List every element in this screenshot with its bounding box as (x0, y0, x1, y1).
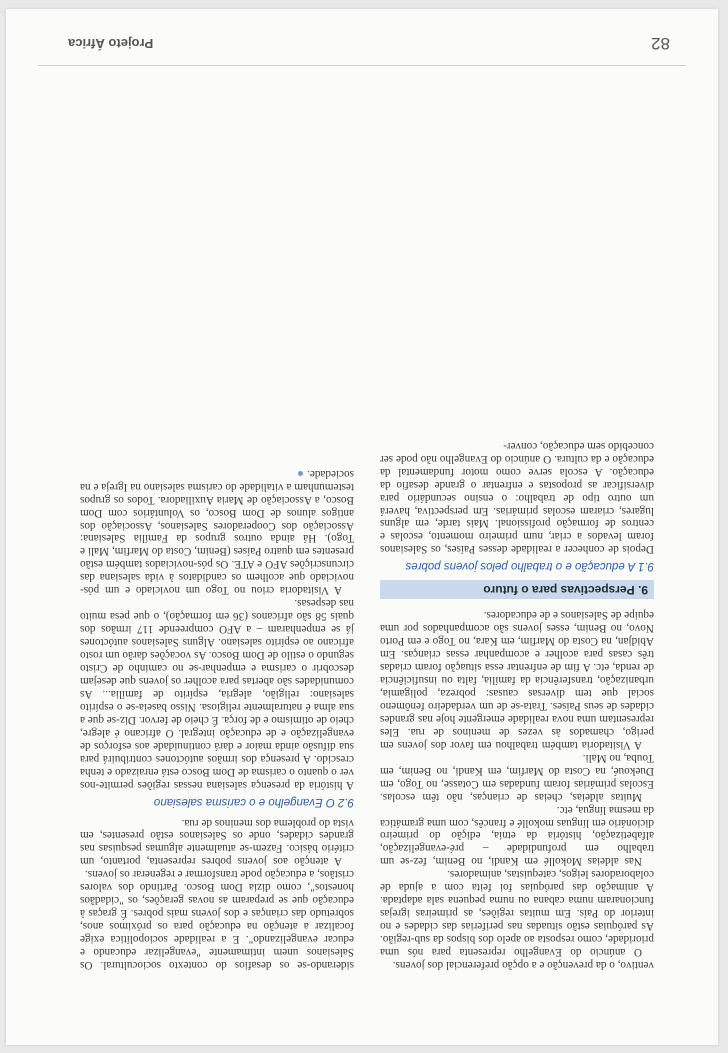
paragraph (80, 467, 354, 597)
paragraph: siderando-se os desafios do contexto sociocultural. Os Salesianos unem intimamente "evangelizar educando e educar evangelizando". E a realidade sociopolítica exige focalizar a atenção na educação para os próximos anos, sobretudo das crianças e dos jovens mais pobres. É graças à educação que se preparam as novas gerações, os "cidadãos honestos", como dizia Dom Bosco. Partindo dos valores cristãos, a educação pode transformar e regenerar os jovens. (80, 868, 354, 971)
running-footer-title: Projeto África (68, 36, 154, 51)
paragraph: A Visitadoria também trabalhou em favor dos jovens em perigo, chamados às vezes de meninos de rua. Eles representam uma nova realidade emergente hoje nas grandes cidades de seus Países. Trata-se de um verdadeiro fenômeno social que tem diversas causas: pobreza, poligamia, urbanização, transferência da família, falta ou insuficiência de renda, etc. A fim de enfrentar essa situação foram criadas três casas para acolher e acompanhar essas crianças. Em Abidjan, na Costa do Marfim, em Kara, no Togo e em Porto Novo, no Benim, esses jovens são acompanhados por uma equipe de Salesianos e de educadores. (380, 609, 654, 751)
footer-divider (38, 65, 686, 66)
paragraph: Muitas aldeias, cheias de crianças, não têm escolas. Escolas primárias foram fundadas em Cotasse, no Togo, em Duekoué, na Costa do Marfim, em Kandi, no Benim, em Touba, no Mali. (380, 751, 654, 803)
page-number: 82 (651, 34, 670, 53)
paragraph: A história da presença salesiana nessas regiões permite-nos ver o quanto o carisma de Dom Bosco está enraizado e tenha crescido. A presença dos irmãos autóctones contribuirá para sua difusão ainda maior e dará continuidade aos esforços de evangelização e de educação integral. O africano é alegre, cheio de otimismo e de força. É cheio de fervor. Diz-se que a sua alma é naturalmente religiosa. Nisso baseia-se o espírito salesiano: religião, alegria, espírito de família... As comunidades são abertas para acolher os jovens que desejam descobrir o carisma e empenhar-se no caminho de Cristo segundo o estilo de Dom Bosco. As vocações darão um rosto africano ao espírito salesiano. Alguns Salesianos autóctones já se empenharam – a AFO compreende 117 irmãos dos quais 58 são africanos (36 em formação), o que pesa muito nas despesas. (80, 597, 354, 791)
left-column (380, 439, 654, 971)
book-page (6, 9, 718, 1045)
subsection-heading: 9.1 A educação e o trabalho pelos jovens pobres (405, 560, 654, 573)
subsection-heading: 9.2 O Evangelho e o carisma salesiano (153, 795, 354, 808)
end-of-chapter-bullet-icon (298, 471, 303, 476)
right-column (80, 467, 354, 971)
paragraph: ventivo, o da prevenção e a opção preferencial dos jovens. (392, 959, 654, 971)
paragraph-text: A Visitadoria criou no Togo um noviciado e um pós-noviciado que acolhem os candidatos à vida salesiana das circunscrições AFO e ATE. Os pós-noviciados também estão presentes em quatro Países (Benim, Costa do Marfim, Mali e Togo). Há ainda outros grupos da Família Salesiana: Associação dos Cooperadores Salesianos, Associação dos antigos alunos de Dom Bosco, os Voluntários com Dom Bosco, a Associação de Maria Auxiliadora. Todos os grupos testemunham a vitalidade do carisma salesiano na Igreja e na sociedade. (80, 467, 354, 597)
paragraph: A atenção aos jovens pobres representa, portanto, um critério básico. Fazem-se atualmente algumas pesquisas nas grandes cidades, onde os Salesianos estão presentes, em vista do problema dos meninos de rua. (80, 816, 354, 868)
paragraph: Depois de conhecer a realidade desses Países, os Salesianos foram levados a criar, num primeiro momento, escolas e centros de formação profissional. Mais tarde, em alguns lugares, criaram escolas primárias. Em perspectiva, haverá um outro tipo de trabalho: o ensino secundário para diversificar as propostas e enfrentar o grande desafio da educação. A escola serve como motor fundamental da educação e da cultura. O anúncio do Evangelho não pode ser concebido sem educação, conver- (380, 439, 654, 556)
paragraph: Nas aldeias Mokollé em Kandi, no Benim, fez-se um trabalho em profundidade – pré-evangelização, alfabetização, história da etnia, edição do primeiro dicionário em línguas mokollé e francês, com uma gramática da mesma língua, etc. (380, 803, 654, 868)
section-heading: 9. Perspectivas para o futuro (380, 580, 654, 599)
paragraph: O anúncio do Evangelho representa para nós uma prioridade, como resposta ao apelo dos bispos da sub-região. As paróquias estão situadas nas periferias das cidades e no interior do País. Em muitas regiões, as primeiras igrejas funcionaram numa cabana ou numa pequena sala adaptada. A animação das paróquias foi feita com a ajuda de colaboradores leigos, catequistas, animadores. (380, 868, 654, 959)
